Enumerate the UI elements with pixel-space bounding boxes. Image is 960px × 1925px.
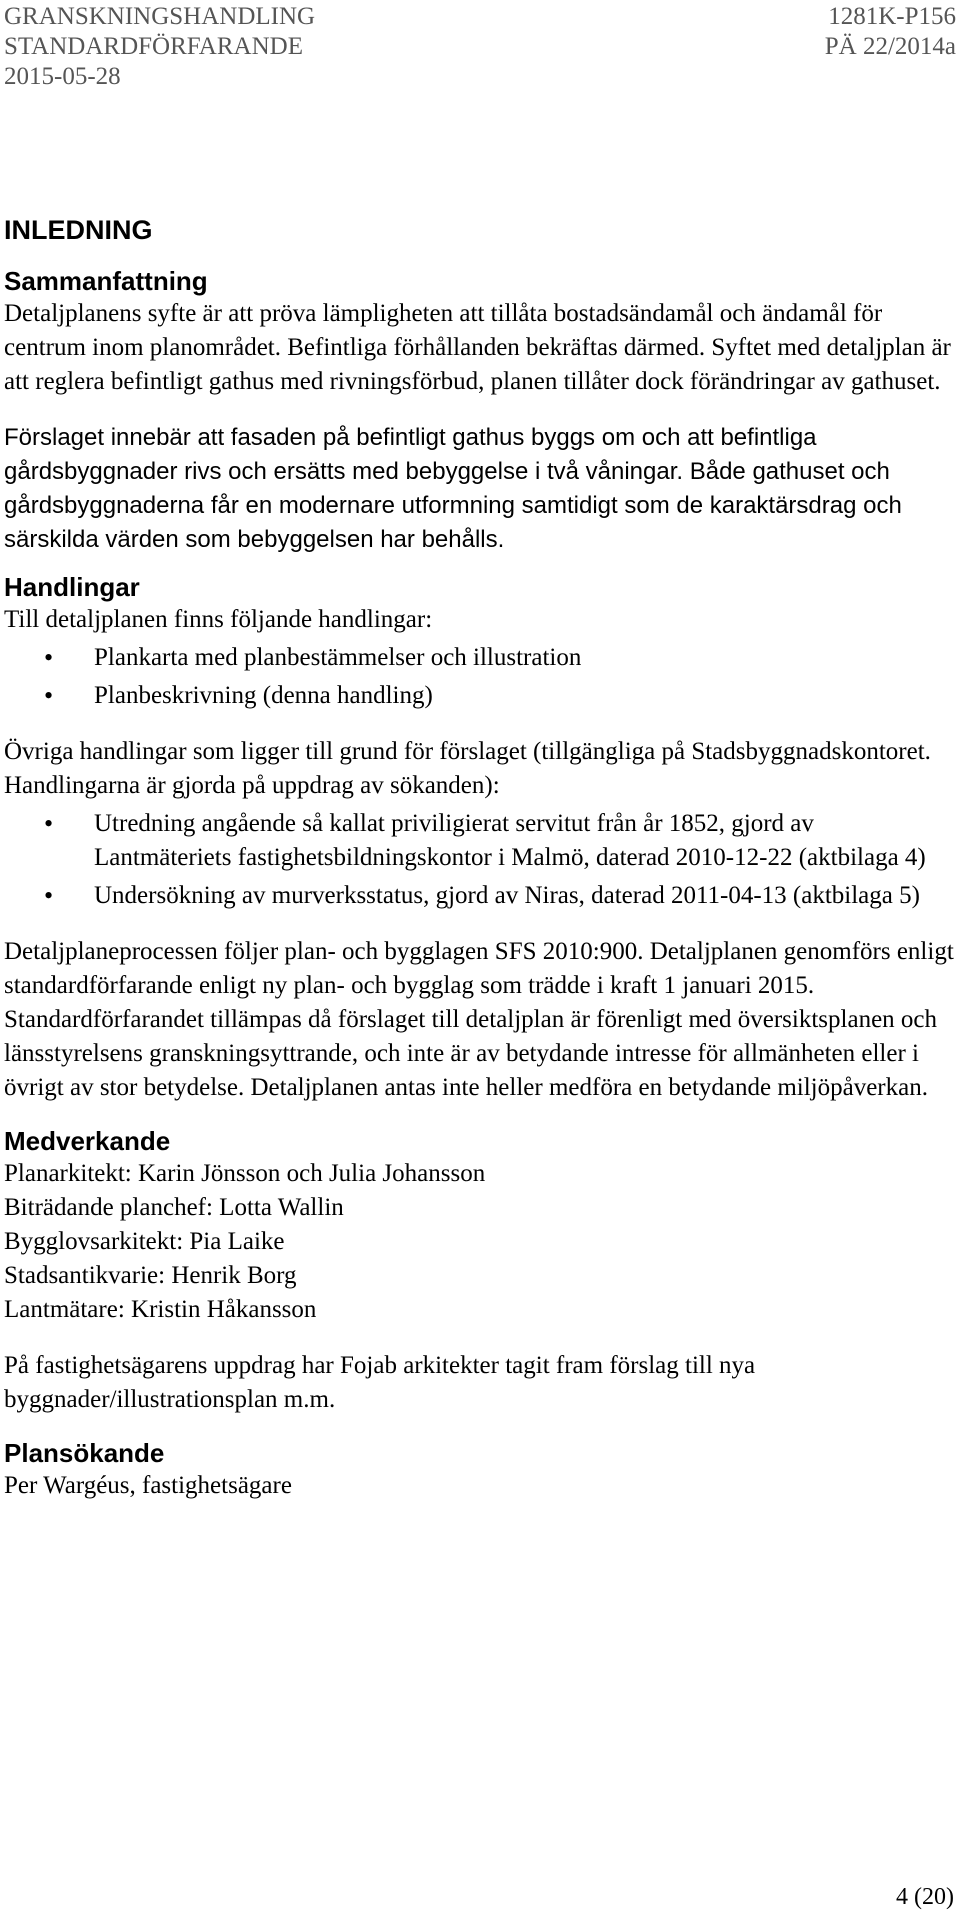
bullet-list [4, 807, 956, 913]
contributor-line: Biträdande planchef: Lotta Wallin [4, 1194, 344, 1221]
list-item: • Undersökning av murverksstatus, gjord av Niras, daterad 2011-04-13 (aktbilaga 5) [4, 879, 956, 913]
page-number: 4 (20) [896, 1884, 954, 1910]
bullet-list [4, 641, 956, 713]
page-title: INLEDNING [4, 215, 153, 245]
paragraph: Till detaljplanen finns följande handlingar: [4, 606, 433, 633]
section-heading-handlingar: Handlingar [4, 572, 140, 602]
contributor-line: Stadsantikvarie: Henrik Borg [4, 1262, 297, 1289]
paragraph: På fastighetsägarens uppdrag har Fojab arkitekter tagit fram förslag till nya byggnader/illustrationsplan m.m. [4, 1352, 756, 1413]
paragraph: Detaljplaneprocessen följer plan- och bygglagen SFS 2010:900. Detaljplanen genomförs enligt standardförfarande enligt ny plan- och bygglag som trädde i kraft 1 januari 2015. Standardförfarandet tillämpas då förslaget till detaljplan är förenligt med översiktsplanen och länsstyrelsens granskningsyttrande, och inte är av betydande intresse för allmänheten eller i övrigt av stor betydelse. Detaljplanen antas inte heller medföra en betydande miljöpåverkan. [4, 938, 954, 1101]
document-body [4, 213, 956, 1503]
applicant: Per Wargéus, fastighetsägare [4, 1472, 292, 1499]
header-case-number: PÄ 22/2014a [824, 33, 956, 60]
header-doc-type: GRANSKNINGSHANDLING [4, 3, 316, 30]
contributor-line: Lantmätare: Kristin Håkansson [4, 1296, 317, 1323]
section-heading-sammanfattning: Sammanfattning [4, 266, 208, 296]
paragraph: Övriga handlingar som ligger till grund för förslaget (tillgängliga på Stadsbyggnadskontoret. Handlingarna är gjorda på uppdrag av sökanden): [4, 738, 931, 799]
paragraph: Förslaget innebär att fasaden på befintligt gathus byggs om och att befintliga gårdsbyggnader rivs och ersätts med bebyggelse i två våningar. Både gathuset och gårdsbyggnaderna får en modernare utformning samtidigt som de karaktärsdrag och särskilda värden som bebyggelsen har behålls. [4, 424, 902, 553]
paragraph: Detaljplanens syfte är att pröva lämpligheten att tillåta bostadsändamål och ändamål för centrum inom planområdet. Befintliga förhållanden bekräftas därmed. Syftet med detaljplan är att reglera befintligt gathus med rivningsförbud, planen tillåter dock förändringar av gathuset. [4, 300, 951, 395]
document-header [4, 2, 956, 92]
section-heading-plansokande: Plansökande [4, 1438, 165, 1468]
contributor-line: Bygglovsarkitekt: Pia Laike [4, 1228, 285, 1255]
contributor-line: Planarkitekt: Karin Jönsson och Julia Johansson [4, 1160, 486, 1187]
list-item: • Utredning angående så kallat priviligierat servitut från år 1852, gjord av Lantmäteriets fastighetsbildningskontor i Malmö, daterad 2010-12-22 (aktbilaga 4) [4, 807, 956, 875]
header-date: 2015-05-28 [4, 63, 121, 90]
list-item: • Planbeskrivning (denna handling) [4, 679, 956, 713]
header-doc-number: 1281K-P156 [828, 3, 956, 30]
list-item: • Plankarta med planbestämmelser och illustration [4, 641, 956, 675]
header-procedure: STANDARDFÖRFARANDE [4, 33, 303, 60]
section-heading-medverkande: Medverkande [4, 1126, 171, 1156]
